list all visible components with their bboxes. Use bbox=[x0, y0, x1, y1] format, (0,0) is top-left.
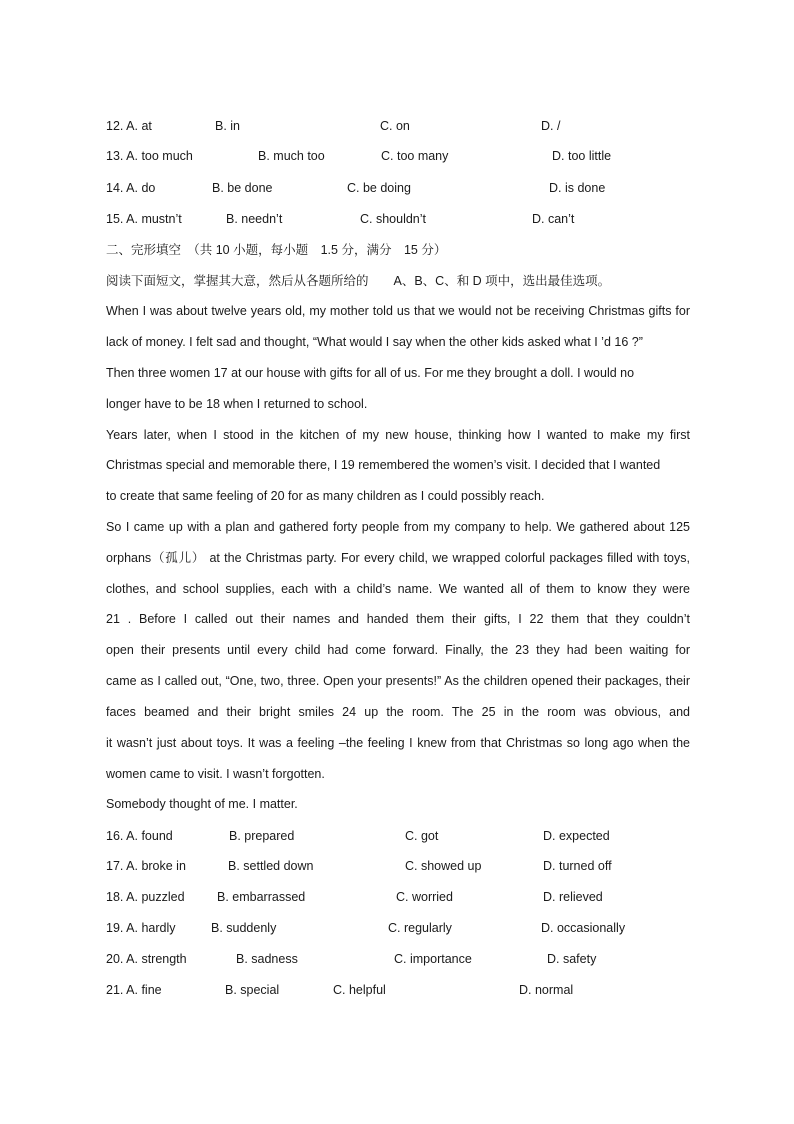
option-a: 13. A. too much bbox=[106, 149, 193, 163]
option-b: B. embarrassed bbox=[217, 890, 306, 904]
passage-line: Christmas special and memorable there, I 19 remembered the women’s visit. I decided that I wanted bbox=[106, 458, 661, 472]
option-d: D. can’t bbox=[532, 212, 575, 226]
option-b: B. needn’t bbox=[226, 212, 283, 226]
option-a: 21. A. fine bbox=[106, 983, 162, 997]
option-c: C. too many bbox=[381, 149, 449, 163]
option-b: B. in bbox=[215, 119, 241, 133]
option-b: B. settled down bbox=[228, 859, 314, 873]
option-d: D. too little bbox=[552, 149, 612, 163]
passage-line: lack of money. I felt sad and thought, “What would I say when the other kids asked what I ’d 16 ?” bbox=[106, 335, 643, 349]
passage-line: Years later, when I stood in the kitchen of my new house, thinking how I wanted to make my first bbox=[106, 428, 690, 442]
passage-line: open their presents until every child had come forward. Finally, the 23 they had been waiting for bbox=[106, 643, 690, 657]
option-d: D. is done bbox=[549, 181, 606, 195]
option-a: 19. A. hardly bbox=[106, 921, 176, 935]
option-b: B. prepared bbox=[229, 829, 295, 843]
option-c: C. importance bbox=[394, 952, 472, 966]
option-a: 20. A. strength bbox=[106, 952, 187, 966]
option-c: C. showed up bbox=[405, 859, 482, 873]
option-a: 18. A. puzzled bbox=[106, 890, 185, 904]
option-b: B. special bbox=[225, 983, 280, 997]
passage-line: 21 . Before I called out their names and handed them their gifts, I 22 them that they couldn’t bbox=[106, 612, 690, 626]
option-c: C. regularly bbox=[388, 921, 452, 935]
passage-line: clothes, and school supplies, each with a child’s name. We wanted all of them to know they were bbox=[106, 582, 690, 596]
option-b: B. suddenly bbox=[211, 921, 277, 935]
option-d: D. occasionally bbox=[541, 921, 626, 935]
option-c: C. worried bbox=[396, 890, 453, 904]
option-b: B. sadness bbox=[236, 952, 298, 966]
passage-line: faces beamed and their bright smiles 24 up the room. The 25 in the room was obvious, and bbox=[106, 705, 690, 719]
passage-line: Somebody thought of me. I matter. bbox=[106, 797, 298, 811]
option-c: C. shouldn’t bbox=[360, 212, 427, 226]
option-a: 14. A. do bbox=[106, 181, 156, 195]
passage-line: So I came up with a plan and gathered forty people from my company to help. We gathered about 125 bbox=[106, 520, 690, 534]
option-a: 16. A. found bbox=[106, 829, 173, 843]
option-d: D. / bbox=[541, 119, 561, 133]
option-d: D. expected bbox=[543, 829, 610, 843]
option-b: B. much too bbox=[258, 149, 325, 163]
passage-line: longer have to be 18 when I returned to school. bbox=[106, 397, 368, 411]
option-d: D. normal bbox=[519, 983, 574, 997]
option-c: C. got bbox=[405, 829, 439, 843]
option-a: 12. A. at bbox=[106, 119, 152, 133]
passage-line: to create that same feeling of 20 for as many children as I could possibly reach. bbox=[106, 489, 545, 503]
option-b: B. be done bbox=[212, 181, 273, 195]
option-c: C. on bbox=[380, 119, 410, 133]
passage-line: came as I called out, “One, two, three. Open your presents!” As the children opened their packages, their bbox=[106, 674, 690, 688]
option-a: 15. A. mustn’t bbox=[106, 212, 182, 226]
passage-line: When I was about twelve years old, my mother told us that we would not be receiving Christmas gifts for bbox=[106, 304, 690, 318]
passage-line: women came to visit. I wasn’t forgotten. bbox=[106, 767, 325, 781]
passage-line: orphans（孤儿） at the Christmas party. For every child, we wrapped colorful packages filled with toys, bbox=[106, 551, 690, 565]
option-c: C. helpful bbox=[333, 983, 386, 997]
option-c: C. be doing bbox=[347, 181, 411, 195]
instruction-text: 阅读下面短文，掌握其大意，然后从各题所给的 A、B、C、和 D 项中，选出最佳选项。 bbox=[106, 274, 611, 288]
option-a: 17. A. broke in bbox=[106, 859, 186, 873]
passage-line: Then three women 17 at our house with gifts for all of us. For me they brought a doll. I would no bbox=[106, 366, 635, 380]
option-d: D. turned off bbox=[543, 859, 612, 873]
option-d: D. relieved bbox=[543, 890, 603, 904]
option-d: D. safety bbox=[547, 952, 597, 966]
passage-line: it wasn’t just about toys. It was a feeling –the feeling I knew from that Christmas so long ago when the bbox=[106, 736, 690, 750]
section-heading: 二、完形填空 （共 10 小题，每小题 1.5 分，满分 15 分） bbox=[106, 243, 447, 257]
